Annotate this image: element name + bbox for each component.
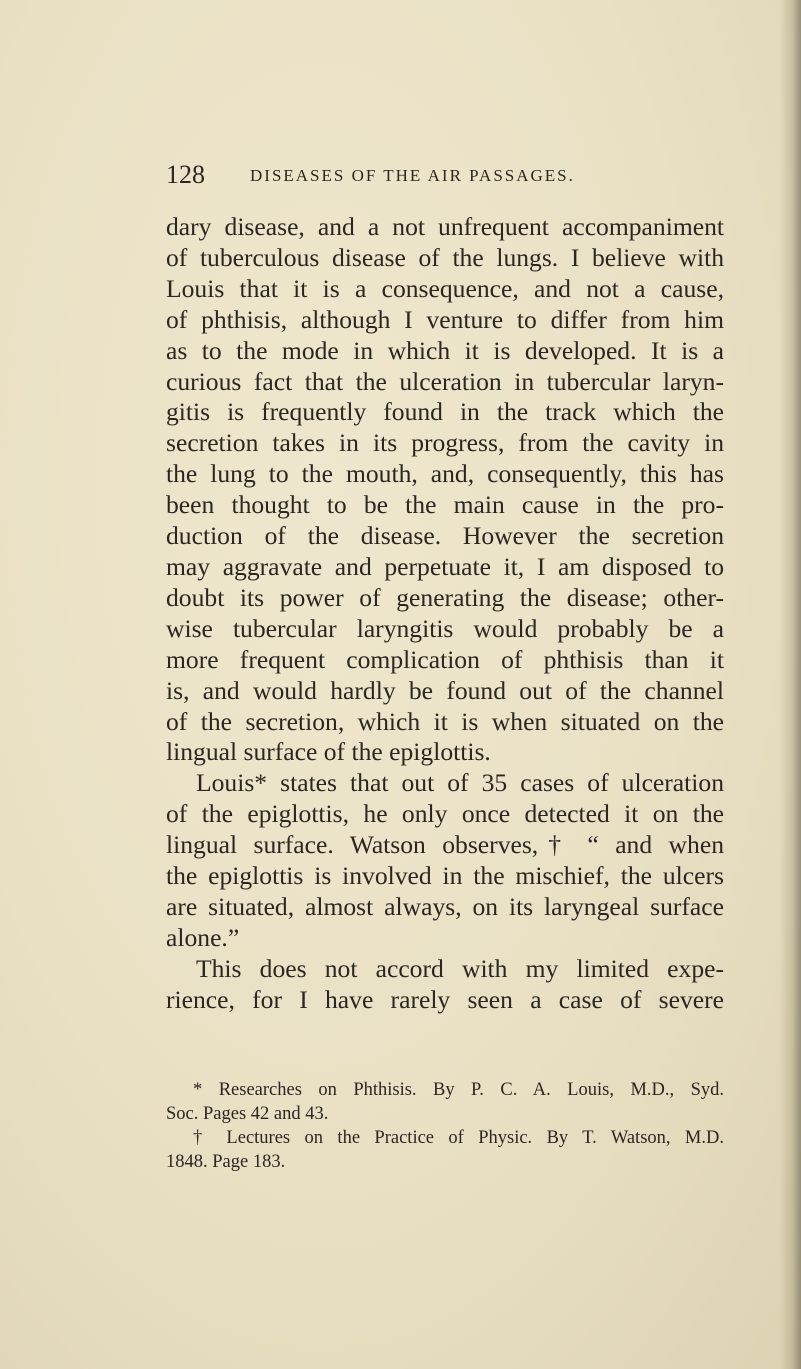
text-line: of phthisis, although I venture to differ from him	[166, 304, 724, 334]
footnote-line: Soc. Pages 42 and 43.	[166, 1104, 329, 1124]
text-line: the lung to the mouth, and, consequently, this has	[166, 459, 724, 489]
text-line: of the epiglottis, he only once detected it on the	[166, 799, 724, 829]
text-line: This does not accord with my limited expe-	[196, 953, 724, 983]
body-text	[166, 212, 724, 1016]
footnotes	[166, 1078, 724, 1174]
text-line: been thought to be the main cause in the pro-	[166, 490, 724, 520]
page-header	[166, 160, 726, 190]
text-line: more frequent complication of phthisis than it	[166, 644, 724, 674]
text-line: of the secretion, which it is when situated on the	[166, 706, 724, 736]
footnote-line: * Researches on Phthisis. By P. C. A. Louis, M.D., Syd.	[193, 1080, 724, 1100]
footnote-line: † Lectures on the Practice of Physic. By T. Watson, M.D.	[193, 1128, 724, 1148]
footnote-line: 1848. Page 183.	[166, 1152, 286, 1172]
text-line: as to the mode in which it is developed. It is a	[166, 335, 724, 365]
text-line: wise tubercular laryngitis would probably be a	[166, 613, 724, 643]
text-line: lingual surface. Watson observes,† “ and when	[166, 830, 724, 860]
text-line: lingual surface of the epiglottis.	[166, 737, 491, 767]
text-line: are situated, almost always, on its laryngeal surface	[166, 891, 724, 921]
text-line: of tuberculous disease of the lungs. I believe with	[166, 242, 724, 272]
text-line: is, and would hardly be found out of the channel	[166, 675, 724, 705]
text-line: Louis that it is a consequence, and not a cause,	[166, 273, 724, 303]
text-line: may aggravate and perpetuate it, I am disposed to	[166, 551, 724, 581]
text-line: dary disease, and a not unfrequent accompaniment	[166, 212, 724, 241]
text-line: duction of the disease. However the secretion	[166, 521, 724, 551]
text-line: gitis is frequently found in the track which the	[166, 397, 724, 427]
page-edge-shadow	[779, 0, 801, 1369]
text-line: alone.”	[166, 922, 240, 952]
running-head: DISEASES OF THE AIR PASSAGES.	[250, 166, 575, 185]
text-line: Louis* states that out of 35 cases of ulceration	[196, 768, 724, 798]
page-number: 128	[166, 160, 205, 189]
text-line: secretion takes in its progress, from the cavity in	[166, 428, 724, 458]
text-line: rience, for I have rarely seen a case of severe	[166, 984, 724, 1014]
text-line: the epiglottis is involved in the mischief, the ulcers	[166, 861, 724, 891]
text-line: curious fact that the ulceration in tubercular laryn-	[166, 366, 724, 396]
text-line: doubt its power of generating the disease; other-	[166, 582, 724, 612]
